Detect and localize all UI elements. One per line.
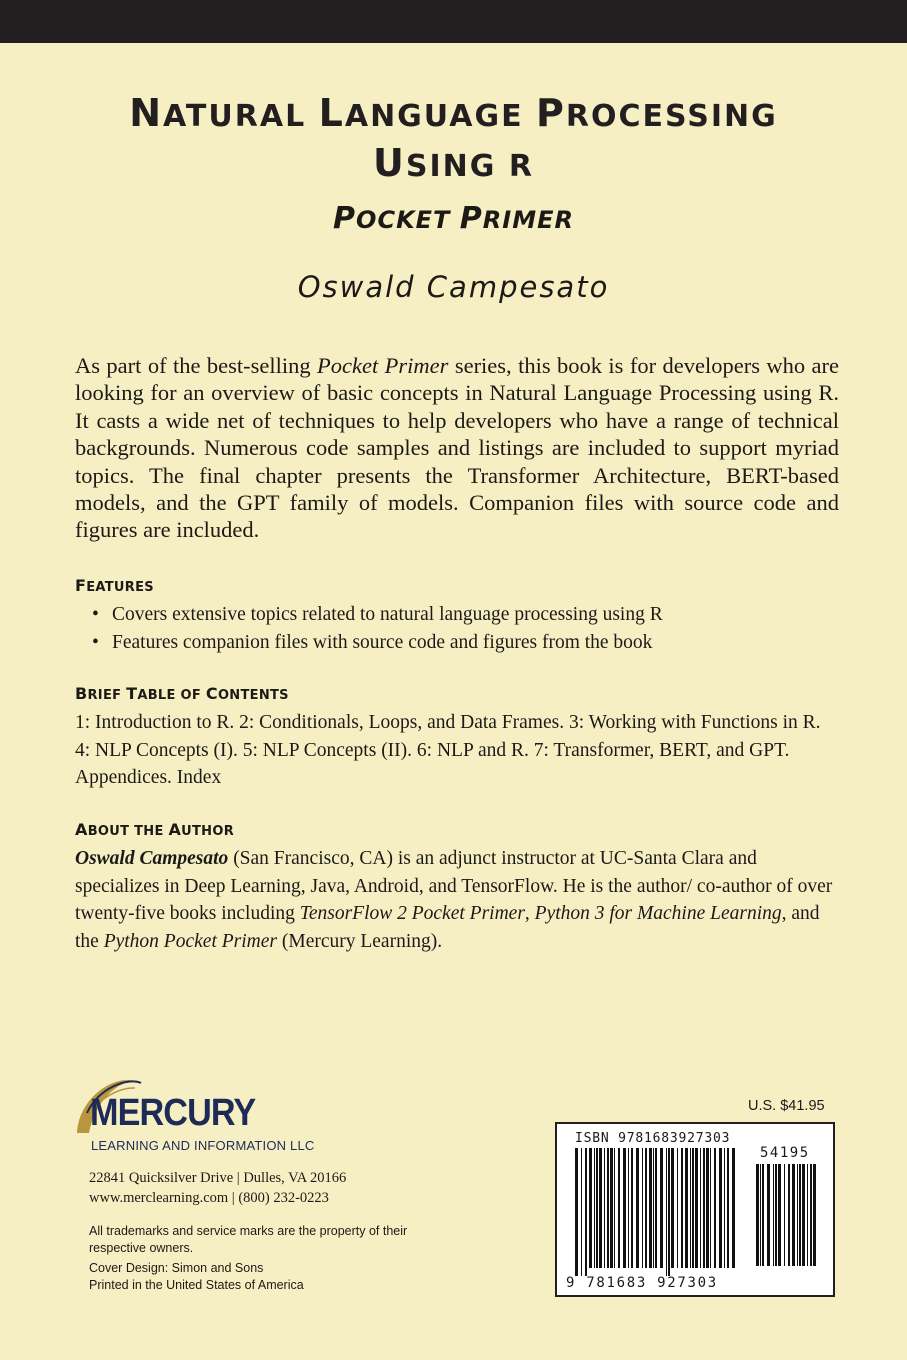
list-item: • Covers extensive topics related to natural language processing using R [92, 601, 663, 629]
barcode-stripe [649, 1148, 652, 1268]
barcode-stripe [575, 1148, 578, 1276]
barcode-stripe [710, 1148, 711, 1268]
book-description: As part of the best-selling Pocket Primer series, this book is for developers who are looking for an overview of basic concepts in Natural Language Processing using R. It casts a wide net of techniques to help developers who have a range of technical backgrounds. Numerous code samples and listings are included to support myriad topics. The final chapter presents the Transformer Architecture, BERT-based models, and the GPT family of models. Companion files with source code and figures are included. [75, 353, 840, 543]
barcode-stripe [596, 1148, 598, 1268]
barcode-stripe [719, 1148, 722, 1268]
barcode-stripe [775, 1164, 777, 1266]
barcode-stripe [666, 1148, 667, 1276]
barcode-stripe [636, 1148, 639, 1268]
top-bar [0, 0, 907, 43]
barcode-stripe [668, 1148, 670, 1276]
price-code: 54195 [760, 1145, 810, 1161]
author-name: Oswald Campesato [297, 270, 610, 304]
barcode-stripe [703, 1148, 705, 1268]
barcode-stripe [677, 1148, 678, 1268]
book-title-line-1: NATURAL LANGUAGE PROCESSING [129, 91, 778, 135]
barcode-stripe [773, 1164, 774, 1266]
barcode-stripe [660, 1148, 663, 1268]
barcode-stripe [706, 1148, 709, 1268]
isbn-digits: 9 781683 927303 [566, 1275, 718, 1291]
barcode-stripe [799, 1164, 801, 1266]
barcode-stripe [762, 1164, 764, 1266]
publisher-logo-wordmark: MERCURY [90, 1092, 256, 1134]
barcode-stripe [727, 1148, 729, 1268]
credits: Cover Design: Simon and Sons Printed in the United States of America [89, 1261, 304, 1292]
barcode-stripe [797, 1164, 798, 1266]
barcode-stripe [581, 1148, 582, 1276]
barcode-stripe [778, 1164, 781, 1266]
toc-text: 1: Introduction to R. 2: Conditionals, Loops, and Data Frames. 3: Working with Functions in R. 4: NLP Concepts (I). 5: NLP Concepts (II). 6: NLP and R. 7: Transformer, BERT, and GPT. Appendices. Index [75, 712, 821, 788]
about-heading: ABOUT THE AUTHOR [75, 820, 235, 839]
barcode-stripe [618, 1148, 620, 1268]
barcode-stripe [760, 1164, 761, 1266]
barcode-stripe [767, 1164, 770, 1266]
publisher-address: 22841 Quicksilver Drive | Dulles, VA 20166 www.merclearning.com | (800) 232-0223 [89, 1170, 347, 1206]
barcode-stripe [623, 1148, 626, 1268]
barcode-stripe [732, 1148, 735, 1268]
barcode-stripe [628, 1148, 629, 1268]
barcode-stripe [681, 1148, 683, 1268]
about-author-text: Oswald Campesato (San Francisco, CA) is an adjunct instructor at UC-Santa Clara and specializes in Deep Learning, Java, Android, and TensorFlow. He is the author/ co-author of over twenty-five books including TensorFlow 2 Pocket Primer, Python 3 for Machine Learning, and the Python Pocket Primer (Mercury Learning). [75, 848, 833, 952]
price: U.S. $41.95 [748, 1098, 825, 1114]
book-title-line-2: USING R [373, 141, 534, 185]
trademark-notice: All trademarks and service marks are the property of their respective owners. [89, 1224, 408, 1255]
barcode-stripe [700, 1148, 701, 1268]
barcode-stripe [714, 1148, 716, 1268]
barcode-stripe [671, 1148, 674, 1268]
isbn-label: ISBN 9781683927303 [575, 1131, 731, 1146]
barcode-stripe [585, 1148, 587, 1276]
barcode-stripe [724, 1148, 725, 1268]
barcode-stripe [599, 1148, 602, 1268]
barcode-stripe [631, 1148, 633, 1268]
barcode-stripe [695, 1148, 698, 1268]
barcode-stripe [690, 1148, 691, 1268]
barcode-stripe [802, 1164, 805, 1266]
toc-heading: BRIEF TABLE OF CONTENTS [75, 684, 289, 703]
barcode-stripe [813, 1164, 816, 1266]
barcode-stripe [788, 1164, 790, 1266]
isbn-barcode-icon [575, 1148, 735, 1276]
publisher-tagline: LEARNING AND INFORMATION LLC [91, 1138, 315, 1153]
barcode-stripe [642, 1148, 643, 1268]
barcode-stripe [685, 1148, 688, 1268]
barcode-stripe [810, 1164, 812, 1266]
barcode-stripe [807, 1164, 808, 1266]
features-list [92, 601, 663, 657]
barcode-stripe [614, 1148, 615, 1268]
barcode-stripe [792, 1164, 795, 1266]
barcode-stripe [692, 1148, 694, 1268]
barcode-stripe [653, 1148, 654, 1268]
barcode-stripe [610, 1148, 613, 1268]
list-item: • Features companion files with source code and figures from the book [92, 629, 663, 657]
barcode-stripe [594, 1148, 595, 1268]
barcode-stripe [645, 1148, 647, 1268]
barcode-stripe [607, 1148, 609, 1268]
book-subtitle: POCKET PRIMER [333, 201, 574, 236]
barcode-stripe [756, 1164, 759, 1266]
barcode-stripe [604, 1148, 605, 1268]
barcode-stripe [589, 1148, 592, 1268]
features-heading: FEATURES [75, 576, 154, 595]
barcode-stripe [784, 1164, 785, 1266]
barcode-stripe [655, 1148, 657, 1268]
price-barcode-icon [756, 1164, 818, 1274]
